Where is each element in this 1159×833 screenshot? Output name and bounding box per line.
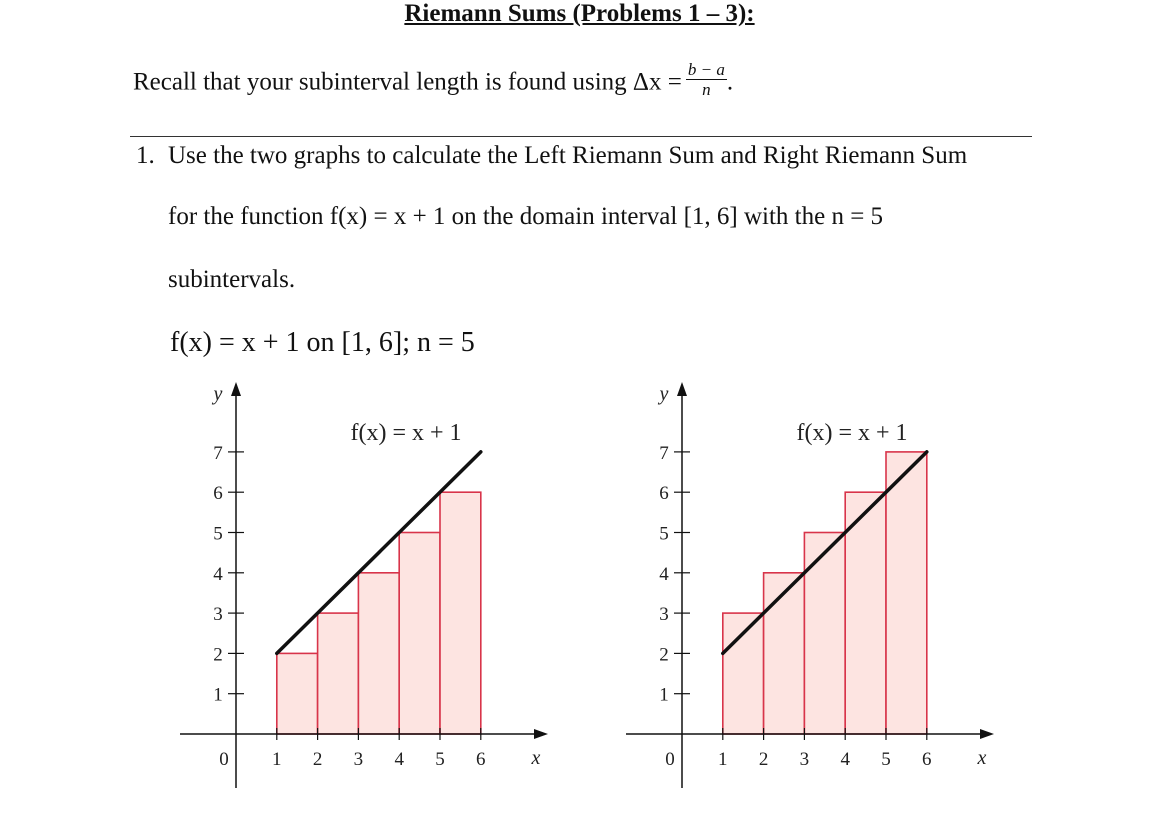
page-title: Riemann Sums (Problems 1 – 3): (404, 0, 755, 27)
problem-text-line-3: subintervals. (168, 266, 296, 293)
y-tick-label-1: 1 (659, 684, 669, 706)
x-tick-label-6: 6 (922, 749, 932, 770)
y-tick-label-5: 5 (659, 523, 669, 545)
riemann-rectangle-2 (764, 573, 805, 734)
riemann-rectangle-5 (886, 452, 927, 734)
recall-sentence (133, 60, 734, 104)
y-tick-label-4: 4 (659, 563, 669, 585)
y-axis-arrow-icon (677, 382, 687, 396)
y-axis-arrow-icon (231, 382, 241, 396)
riemann-rectangle-3 (804, 533, 845, 735)
x-tick-label-2: 2 (758, 749, 769, 770)
x-tick-label-3: 3 (799, 749, 810, 770)
fraction-numerator: b − a (687, 60, 725, 79)
riemann-rectangle-5 (440, 492, 481, 734)
riemann-sum-graphs (0, 370, 1159, 810)
recall-suffix: . (726, 68, 734, 96)
function-label: f(x) = x + 1 (350, 420, 462, 446)
x-tick-label-1: 1 (718, 749, 728, 770)
x-tick-label-4: 4 (840, 749, 850, 770)
recall-text: Recall that your subinterval length is found using Δx = (133, 68, 682, 96)
y-tick-label-4: 4 (213, 563, 223, 585)
figure-caption: f(x) = x + 1 on [1, 6]; n = 5 (170, 327, 475, 358)
x-tick-label-4: 4 (394, 749, 404, 770)
y-tick-label-1: 1 (213, 684, 223, 706)
problem-number: 1. (136, 142, 155, 169)
riemann-rectangle-4 (399, 533, 440, 735)
y-tick-label-7: 7 (213, 442, 223, 464)
x-axis-label: x (977, 747, 987, 769)
y-tick-label-2: 2 (213, 644, 223, 666)
fraction-denominator: n (702, 80, 711, 99)
x-tick-label-1: 1 (272, 749, 282, 770)
x-tick-label-2: 2 (312, 749, 323, 770)
x-tick-label-3: 3 (353, 749, 364, 770)
riemann-rectangle-2 (318, 613, 359, 734)
x-axis-label: x (531, 747, 541, 769)
left-riemann-graph (180, 382, 548, 788)
y-tick-label-6: 6 (213, 483, 223, 505)
problem-text-line-1: Use the two graphs to calculate the Left Riemann Sum and Right Riemann Sum (168, 142, 968, 169)
x-tick-label-5: 5 (881, 749, 891, 770)
delta-x-fraction (686, 60, 727, 100)
x-tick-label-5: 5 (435, 749, 445, 770)
y-tick-label-7: 7 (659, 442, 669, 464)
y-axis-label: y (659, 383, 669, 405)
right-riemann-graph (626, 382, 994, 788)
x-axis-arrow-icon (980, 729, 994, 739)
x-tick-label-0: 0 (665, 749, 675, 770)
riemann-rectangle-1 (277, 653, 318, 734)
y-axis-label: y (213, 383, 223, 405)
x-tick-label-6: 6 (476, 749, 486, 770)
y-tick-label-2: 2 (659, 644, 669, 666)
problem-text-line-2: for the function f(x) = x + 1 on the domain interval [1, 6] with the n = 5 (168, 203, 884, 230)
section-divider (130, 136, 1032, 137)
y-tick-label-6: 6 (659, 483, 669, 505)
y-tick-label-3: 3 (213, 604, 223, 626)
y-tick-label-5: 5 (213, 523, 223, 545)
y-tick-label-3: 3 (659, 604, 669, 626)
x-axis-arrow-icon (534, 729, 548, 739)
function-label: f(x) = x + 1 (796, 420, 908, 446)
riemann-rectangle-3 (358, 573, 399, 734)
x-tick-label-0: 0 (219, 749, 229, 770)
